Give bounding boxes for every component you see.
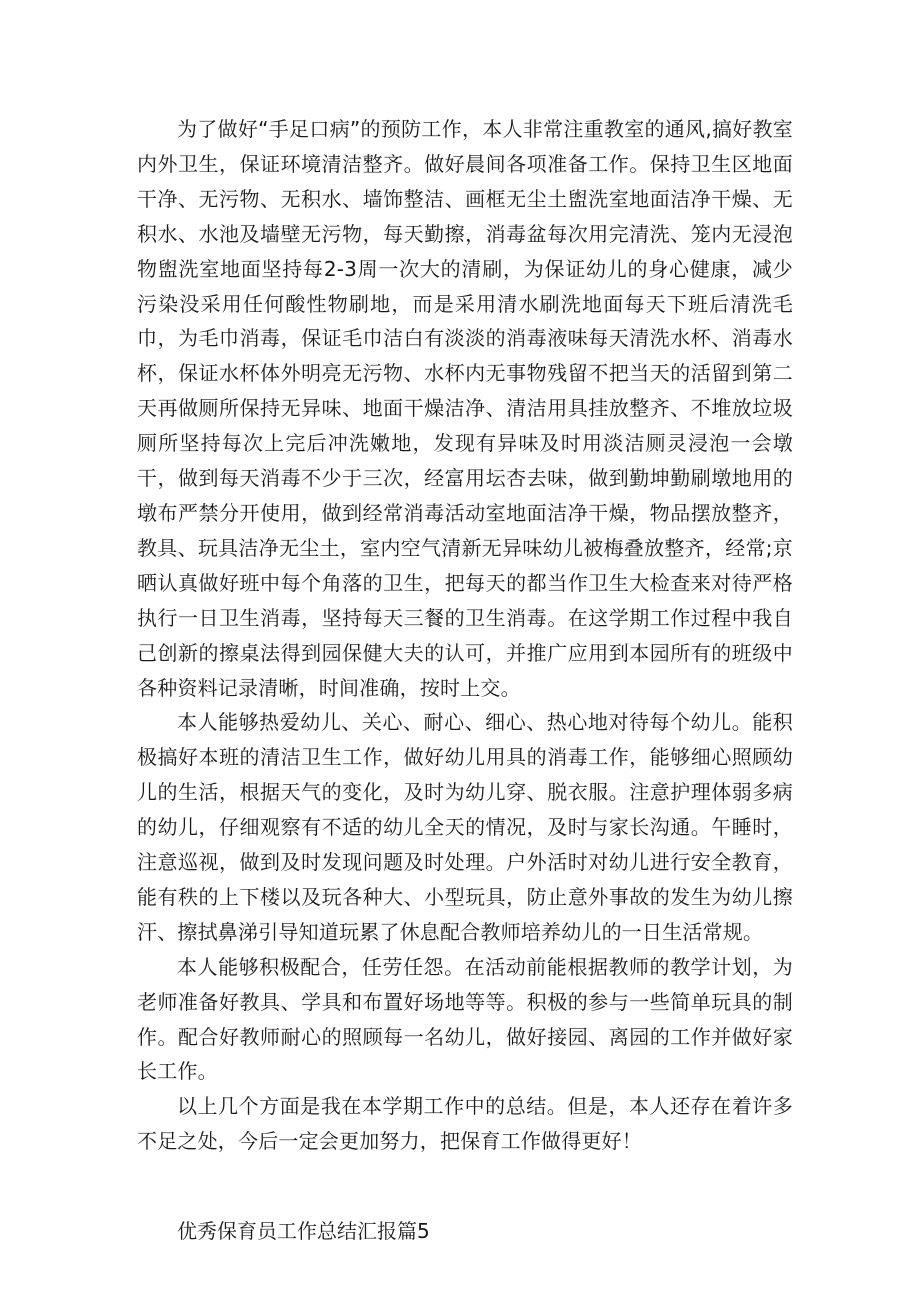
paragraph-cooperation: 本人能够积极配合，任劳任怨。在活动前能根据教师的教学计划，为老师准备好教具、学具和布置好场地等等。积极的参与一些简单玩具的制作。配合好教师耐心的照顾每一名幼儿，做好接园、离园的工作并做好家长工作。 bbox=[137, 954, 793, 1084]
paragraph-care: 本人能够热爱幼儿、关心、耐心、细心、热心地对待每个幼儿。能积极搞好本班的清洁卫生工作，做好幼儿用具的消毒工作，能够细心照顾幼儿的生活，根据天气的变化，及时为幼儿穿、脱衣服。注意护理体弱多病的幼儿，仔细观察有不适的幼儿全天的情况，及时与家长沟通。午睡时，注意巡视，做到及时发现问题及时处理。户外活时对幼儿进行安全教育，能有秩的上下楼以及玩各种大、小型玩具，防止意外事故的发生为幼儿擦汗、擦拭鼻涕引导知道玩累了休息配合教师培养幼儿的一日生活常规。 bbox=[137, 710, 793, 944]
document-body bbox=[137, 112, 793, 1249]
paragraph-hygiene: 为了做好“手足口病”的预防工作，本人非常注重教室的通风,搞好教室内外卫生，保证环境清洁整齐。做好晨间各项准备工作。保持卫生区地面干净、无污物、无积水、墙饰整洁、画框无尘土盥洗室地面洁净干燥、无积水、水池及墙壁无污物，每天勤擦，消毒盆每次用完清洗、笼内无浸泡物盥洗室地面坚持每2-3周一次大的清刷，为保证幼儿的身心健康，减少污染没采用任何酸性物刷地，而是采用清水刷洗地面每天下班后清洗毛巾，为毛巾消毒，保证毛巾洁白有淡淡的消毒液味每天清洗水杯、消毒水杯，保证水杯体外明亮无污物、水杯内无事物残留不把当天的活留到第二天再做厕所保持无异味、地面干燥洁净、清洁用具挂放整齐、不堆放垃圾厕所坚持每次上完后冲洗嫩地，发现有异味及时用淡洁厕灵浸泡一会墩干，做到每天消毒不少于三次，经富用坛杏去味，做到勤坤勤刷墩地用的墩布严禁分开使用，做到经常消毒活动室地面洁净干燥，物品摆放整齐，教具、玩具洁净无尘土，室内空气清新无异味幼儿被梅叠放整齐，经常;京晒认真做好班中每个角落的卫生，把每天的都当作卫生大检查来对待严格执行一日卫生消毒，坚持每天三餐的卫生消毒。在这学期工作过程中我自己创新的擦桌法得到园保健大夫的认可，并推广应用到本园所有的班级中各种资料记录清晰，时间准确，按时上交。 bbox=[137, 117, 793, 700]
section-heading: 优秀保育员工作总结汇报篇5 bbox=[177, 1219, 430, 1244]
paragraph-conclusion: 以上几个方面是我在本学期工作中的总结。但是，本人还存在着许多不足之处，今后一定会更加努力，把保育工作做得更好！ bbox=[137, 1094, 793, 1154]
